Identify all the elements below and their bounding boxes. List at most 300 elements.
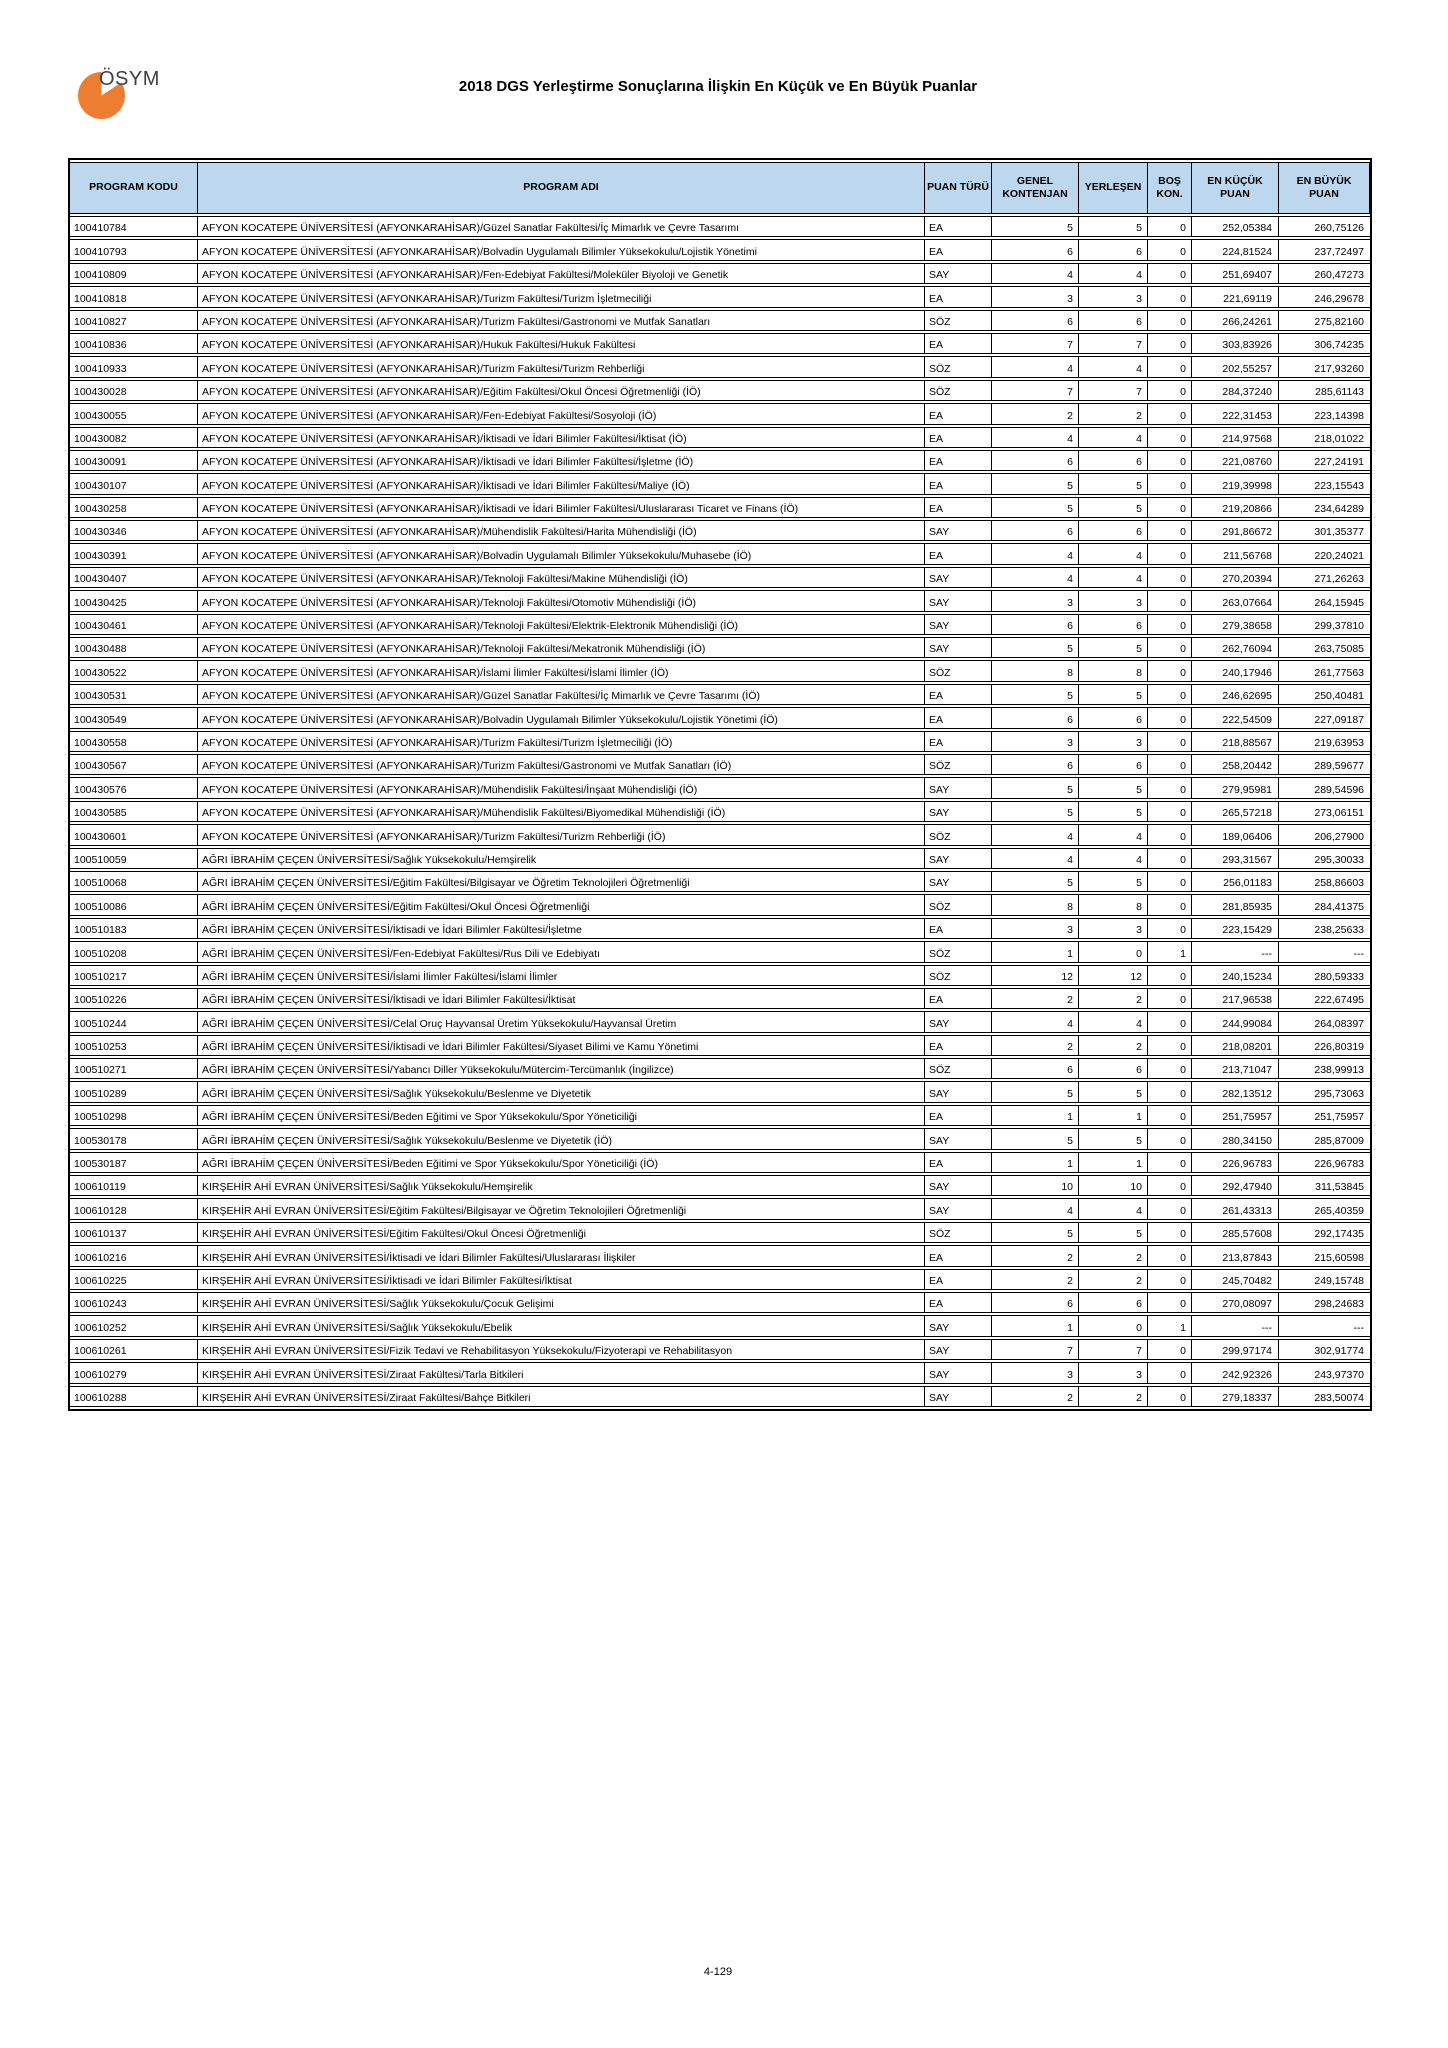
cell-general-quota: 1 <box>991 1152 1078 1173</box>
osym-logo-text: ÖSYM <box>99 68 160 90</box>
cell-min-score: 282,13512 <box>1191 1081 1278 1102</box>
cell-empty-quota: 0 <box>1147 1269 1191 1290</box>
cell-general-quota: 6 <box>991 450 1078 471</box>
cell-general-quota: 3 <box>991 731 1078 752</box>
cell-placed: 4 <box>1078 1011 1147 1032</box>
cell-general-quota: 5 <box>991 637 1078 658</box>
cell-program-name: AFYON KOCATEPE ÜNİVERSİTESİ (AFYONKARAHİSAR)/Fen-Edebiyat Fakültesi/Sosyoloji (İÖ) <box>197 403 924 424</box>
table-row <box>70 403 1370 424</box>
cell-program-name: KIRŞEHİR AHİ EVRAN ÜNİVERSİTESİ/Sağlık Yüksekokulu/Hemşirelik <box>197 1175 924 1196</box>
cell-max-score: 222,67495 <box>1278 988 1370 1009</box>
cell-max-score: 220,24021 <box>1278 543 1370 564</box>
cell-empty-quota: 0 <box>1147 1292 1191 1313</box>
table-row <box>70 684 1370 705</box>
cell-placed: 4 <box>1078 848 1147 869</box>
cell-general-quota: 1 <box>991 1105 1078 1126</box>
cell-score-type: SÖZ <box>924 1058 991 1079</box>
table-row <box>70 1035 1370 1056</box>
table-row <box>70 754 1370 775</box>
cell-general-quota: 5 <box>991 473 1078 494</box>
cell-general-quota: 6 <box>991 1058 1078 1079</box>
cell-max-score: 295,73063 <box>1278 1081 1370 1102</box>
cell-min-score: 279,18337 <box>1191 1386 1278 1407</box>
cell-general-quota: 4 <box>991 848 1078 869</box>
cell-program-code: 100430425 <box>70 590 197 611</box>
cell-empty-quota: 0 <box>1147 590 1191 611</box>
table-row <box>70 894 1370 915</box>
cell-program-code: 100430549 <box>70 707 197 728</box>
header-general-quota: GENEL KONTENJAN <box>991 162 1078 214</box>
cell-max-score: --- <box>1278 941 1370 962</box>
cell-placed: 4 <box>1078 543 1147 564</box>
cell-program-name: KIRŞEHİR AHİ EVRAN ÜNİVERSİTESİ/Fizik Tedavi ve Rehabilitasyon Yüksekokulu/Fizyoterapi ve Rehabilitasyon <box>197 1339 924 1360</box>
table-row <box>70 614 1370 635</box>
cell-score-type: EA <box>924 1035 991 1056</box>
cell-placed: 2 <box>1078 403 1147 424</box>
cell-placed: 7 <box>1078 333 1147 354</box>
cell-program-code: 100430585 <box>70 801 197 822</box>
cell-program-name: AFYON KOCATEPE ÜNİVERSİTESİ (AFYONKARAHİSAR)/Mühendislik Fakültesi/Harita Mühendisliği (İÖ) <box>197 520 924 541</box>
cell-min-score: 226,96783 <box>1191 1152 1278 1173</box>
cell-placed: 6 <box>1078 754 1147 775</box>
cell-empty-quota: 0 <box>1147 731 1191 752</box>
cell-min-score: 270,08097 <box>1191 1292 1278 1313</box>
cell-score-type: EA <box>924 1269 991 1290</box>
cell-max-score: 223,14398 <box>1278 403 1370 424</box>
table-row <box>70 637 1370 658</box>
header-max-score: EN BÜYÜK PUAN <box>1278 162 1370 214</box>
cell-placed: 5 <box>1078 497 1147 518</box>
cell-program-name: AFYON KOCATEPE ÜNİVERSİTESİ (AFYONKARAHİSAR)/Turizm Fakültesi/Turizm Rehberliği <box>197 356 924 377</box>
cell-placed: 5 <box>1078 1128 1147 1149</box>
cell-placed: 1 <box>1078 1105 1147 1126</box>
cell-general-quota: 5 <box>991 777 1078 798</box>
cell-program-name: AĞRI İBRAHİM ÇEÇEN ÜNİVERSİTESİ/Sağlık Yüksekokulu/Beslenme ve Diyetetik (İÖ) <box>197 1128 924 1149</box>
cell-empty-quota: 0 <box>1147 1152 1191 1173</box>
cell-max-score: 289,59677 <box>1278 754 1370 775</box>
table-body <box>70 216 1370 1407</box>
table-row <box>70 1362 1370 1383</box>
cell-max-score: 258,86603 <box>1278 871 1370 892</box>
cell-placed: 6 <box>1078 310 1147 331</box>
cell-empty-quota: 0 <box>1147 497 1191 518</box>
table-row <box>70 356 1370 377</box>
cell-empty-quota: 0 <box>1147 403 1191 424</box>
cell-score-type: EA <box>924 1152 991 1173</box>
cell-general-quota: 4 <box>991 1198 1078 1219</box>
cell-program-code: 100510068 <box>70 871 197 892</box>
cell-score-type: EA <box>924 216 991 237</box>
cell-empty-quota: 0 <box>1147 1198 1191 1219</box>
cell-program-name: AFYON KOCATEPE ÜNİVERSİTESİ (AFYONKARAHİSAR)/Turizm Fakültesi/Turizm İşletmeciliği <box>197 286 924 307</box>
cell-program-code: 100510226 <box>70 988 197 1009</box>
table-row <box>70 1269 1370 1290</box>
table-row <box>70 1222 1370 1243</box>
table-row <box>70 520 1370 541</box>
cell-min-score: 303,83926 <box>1191 333 1278 354</box>
cell-min-score: 202,55257 <box>1191 356 1278 377</box>
cell-general-quota: 10 <box>991 1175 1078 1196</box>
cell-min-score: --- <box>1191 1315 1278 1336</box>
cell-empty-quota: 0 <box>1147 263 1191 284</box>
cell-placed: 3 <box>1078 590 1147 611</box>
cell-max-score: 285,61143 <box>1278 380 1370 401</box>
cell-program-name: AFYON KOCATEPE ÜNİVERSİTESİ (AFYONKARAHİSAR)/Güzel Sanatlar Fakültesi/İç Mimarlık ve Çevre Tasarımı (İÖ) <box>197 684 924 705</box>
cell-program-code: 100430082 <box>70 427 197 448</box>
cell-score-type: SÖZ <box>924 754 991 775</box>
cell-placed: 5 <box>1078 1222 1147 1243</box>
cell-program-name: AĞRI İBRAHİM ÇEÇEN ÜNİVERSİTESİ/Fen-Edebiyat Fakültesi/Rus Dili ve Edebiyatı <box>197 941 924 962</box>
table-row <box>70 918 1370 939</box>
cell-program-name: AFYON KOCATEPE ÜNİVERSİTESİ (AFYONKARAHİSAR)/Turizm Fakültesi/Turizm İşletmeciliği (İÖ) <box>197 731 924 752</box>
cell-max-score: 238,99913 <box>1278 1058 1370 1079</box>
cell-placed: 8 <box>1078 660 1147 681</box>
cell-general-quota: 2 <box>991 1386 1078 1407</box>
cell-min-score: 256,01183 <box>1191 871 1278 892</box>
cell-min-score: 292,47940 <box>1191 1175 1278 1196</box>
cell-placed: 2 <box>1078 1386 1147 1407</box>
cell-empty-quota: 0 <box>1147 567 1191 588</box>
cell-min-score: 218,08201 <box>1191 1035 1278 1056</box>
cell-min-score: 252,05384 <box>1191 216 1278 237</box>
cell-score-type: EA <box>924 543 991 564</box>
cell-program-name: AĞRI İBRAHİM ÇEÇEN ÜNİVERSİTESİ/Eğitim Fakültesi/Okul Öncesi Öğretmenliği <box>197 894 924 915</box>
cell-score-type: SAY <box>924 590 991 611</box>
cell-score-type: SAY <box>924 1198 991 1219</box>
table-row <box>70 497 1370 518</box>
cell-max-score: 302,91774 <box>1278 1339 1370 1360</box>
cell-program-name: KIRŞEHİR AHİ EVRAN ÜNİVERSİTESİ/Sağlık Yüksekokulu/Ebelik <box>197 1315 924 1336</box>
cell-empty-quota: 0 <box>1147 543 1191 564</box>
cell-program-code: 100510253 <box>70 1035 197 1056</box>
cell-empty-quota: 1 <box>1147 1315 1191 1336</box>
cell-max-score: 271,26263 <box>1278 567 1370 588</box>
cell-program-name: AFYON KOCATEPE ÜNİVERSİTESİ (AFYONKARAHİSAR)/Eğitim Fakültesi/Okul Öncesi Öğretmenliği (İÖ) <box>197 380 924 401</box>
table-row <box>70 543 1370 564</box>
cell-empty-quota: 0 <box>1147 660 1191 681</box>
cell-min-score: 293,31567 <box>1191 848 1278 869</box>
cell-program-code: 100510059 <box>70 848 197 869</box>
cell-score-type: SAY <box>924 1315 991 1336</box>
cell-general-quota: 2 <box>991 1035 1078 1056</box>
cell-score-type: SAY <box>924 848 991 869</box>
cell-general-quota: 4 <box>991 356 1078 377</box>
cell-max-score: 280,59333 <box>1278 965 1370 986</box>
page-title: 2018 DGS Yerleştirme Sonuçlarına İlişkin En Küçük ve En Büyük Puanlar <box>458 78 978 95</box>
cell-program-code: 100430407 <box>70 567 197 588</box>
cell-program-code: 100610243 <box>70 1292 197 1313</box>
cell-general-quota: 4 <box>991 1011 1078 1032</box>
cell-placed: 6 <box>1078 1292 1147 1313</box>
cell-general-quota: 7 <box>991 380 1078 401</box>
table-row <box>70 777 1370 798</box>
cell-empty-quota: 0 <box>1147 310 1191 331</box>
cell-general-quota: 6 <box>991 754 1078 775</box>
cell-max-score: 299,37810 <box>1278 614 1370 635</box>
cell-min-score: 263,07664 <box>1191 590 1278 611</box>
cell-max-score: 260,47273 <box>1278 263 1370 284</box>
cell-empty-quota: 0 <box>1147 427 1191 448</box>
cell-max-score: 264,15945 <box>1278 590 1370 611</box>
cell-general-quota: 1 <box>991 1315 1078 1336</box>
cell-max-score: 295,30033 <box>1278 848 1370 869</box>
cell-general-quota: 3 <box>991 918 1078 939</box>
cell-score-type: SAY <box>924 567 991 588</box>
cell-min-score: 222,54509 <box>1191 707 1278 728</box>
cell-placed: 4 <box>1078 567 1147 588</box>
cell-max-score: 215,60598 <box>1278 1245 1370 1266</box>
cell-max-score: 289,54596 <box>1278 777 1370 798</box>
cell-program-code: 100610119 <box>70 1175 197 1196</box>
cell-empty-quota: 0 <box>1147 684 1191 705</box>
cell-program-name: AFYON KOCATEPE ÜNİVERSİTESİ (AFYONKARAHİSAR)/Mühendislik Fakültesi/İnşaat Mühendisliği (İÖ) <box>197 777 924 798</box>
cell-max-score: 298,24683 <box>1278 1292 1370 1313</box>
cell-placed: 6 <box>1078 450 1147 471</box>
cell-score-type: EA <box>924 450 991 471</box>
cell-program-code: 100410793 <box>70 239 197 260</box>
header-min-score: EN KÜÇÜK PUAN <box>1191 162 1278 214</box>
cell-general-quota: 5 <box>991 1222 1078 1243</box>
cell-program-code: 100610225 <box>70 1269 197 1290</box>
cell-program-code: 100610261 <box>70 1339 197 1360</box>
cell-general-quota: 7 <box>991 333 1078 354</box>
cell-general-quota: 4 <box>991 427 1078 448</box>
cell-general-quota: 5 <box>991 1128 1078 1149</box>
cell-program-code: 100530178 <box>70 1128 197 1149</box>
cell-program-name: AFYON KOCATEPE ÜNİVERSİTESİ (AFYONKARAHİSAR)/Mühendislik Fakültesi/Biyomedikal Mühendisliği (İÖ) <box>197 801 924 822</box>
table-row <box>70 473 1370 494</box>
cell-score-type: SAY <box>924 1175 991 1196</box>
cell-program-code: 100510298 <box>70 1105 197 1126</box>
cell-empty-quota: 0 <box>1147 1362 1191 1383</box>
cell-placed: 8 <box>1078 894 1147 915</box>
cell-score-type: EA <box>924 239 991 260</box>
cell-program-name: AFYON KOCATEPE ÜNİVERSİTESİ (AFYONKARAHİSAR)/Teknoloji Fakültesi/Otomotiv Mühendisliği (İÖ) <box>197 590 924 611</box>
cell-min-score: 266,24261 <box>1191 310 1278 331</box>
cell-program-code: 100430055 <box>70 403 197 424</box>
cell-program-name: AFYON KOCATEPE ÜNİVERSİTESİ (AFYONKARAHİSAR)/Bolvadin Uygulamalı Bilimler Yüksekokulu/Lojistik Yönetimi (İÖ) <box>197 707 924 728</box>
cell-program-code: 100430576 <box>70 777 197 798</box>
cell-empty-quota: 0 <box>1147 286 1191 307</box>
table-row <box>70 310 1370 331</box>
cell-program-name: KIRŞEHİR AHİ EVRAN ÜNİVERSİTESİ/Ziraat Fakültesi/Bahçe Bitkileri <box>197 1386 924 1407</box>
cell-max-score: 246,29678 <box>1278 286 1370 307</box>
cell-score-type: SAY <box>924 614 991 635</box>
cell-placed: 5 <box>1078 777 1147 798</box>
cell-program-name: AFYON KOCATEPE ÜNİVERSİTESİ (AFYONKARAHİSAR)/Turizm Fakültesi/Turizm Rehberliği (İÖ) <box>197 824 924 845</box>
cell-min-score: 221,08760 <box>1191 450 1278 471</box>
cell-min-score: 218,88567 <box>1191 731 1278 752</box>
cell-min-score: 242,92326 <box>1191 1362 1278 1383</box>
cell-placed: 3 <box>1078 731 1147 752</box>
cell-program-name: KIRŞEHİR AHİ EVRAN ÜNİVERSİTESİ/Eğitim Fakültesi/Bilgisayar ve Öğretim Teknolojileri Öğretmenliği <box>197 1198 924 1219</box>
cell-score-type: SÖZ <box>924 660 991 681</box>
cell-program-code: 100410933 <box>70 356 197 377</box>
cell-min-score: 284,37240 <box>1191 380 1278 401</box>
table-row <box>70 286 1370 307</box>
table-row <box>70 1011 1370 1032</box>
table-row <box>70 1386 1370 1407</box>
cell-program-code: 100610279 <box>70 1362 197 1383</box>
cell-program-code: 100430601 <box>70 824 197 845</box>
cell-placed: 3 <box>1078 1362 1147 1383</box>
cell-max-score: 250,40481 <box>1278 684 1370 705</box>
cell-score-type: EA <box>924 427 991 448</box>
table-row <box>70 660 1370 681</box>
cell-placed: 10 <box>1078 1175 1147 1196</box>
table-row <box>70 1315 1370 1336</box>
cell-general-quota: 6 <box>991 707 1078 728</box>
cell-min-score: 279,95981 <box>1191 777 1278 798</box>
cell-empty-quota: 0 <box>1147 1245 1191 1266</box>
cell-score-type: SÖZ <box>924 310 991 331</box>
cell-score-type: EA <box>924 1292 991 1313</box>
cell-score-type: SAY <box>924 777 991 798</box>
cell-placed: 6 <box>1078 707 1147 728</box>
cell-program-code: 100430391 <box>70 543 197 564</box>
cell-empty-quota: 0 <box>1147 473 1191 494</box>
cell-general-quota: 6 <box>991 1292 1078 1313</box>
cell-program-name: AFYON KOCATEPE ÜNİVERSİTESİ (AFYONKARAHİSAR)/Turizm Fakültesi/Gastronomi ve Mutfak Sanatları (İÖ) <box>197 754 924 775</box>
cell-program-code: 100530187 <box>70 1152 197 1173</box>
cell-min-score: 189,06406 <box>1191 824 1278 845</box>
cell-empty-quota: 0 <box>1147 356 1191 377</box>
cell-general-quota: 6 <box>991 614 1078 635</box>
table-row <box>70 731 1370 752</box>
cell-max-score: 285,87009 <box>1278 1128 1370 1149</box>
cell-score-type: SÖZ <box>924 356 991 377</box>
cell-program-code: 100510289 <box>70 1081 197 1102</box>
cell-general-quota: 2 <box>991 988 1078 1009</box>
cell-general-quota: 5 <box>991 684 1078 705</box>
cell-placed: 2 <box>1078 1035 1147 1056</box>
cell-program-name: AFYON KOCATEPE ÜNİVERSİTESİ (AFYONKARAHİSAR)/Güzel Sanatlar Fakültesi/İç Mimarlık ve Çevre Tasarımı <box>197 216 924 237</box>
cell-general-quota: 8 <box>991 894 1078 915</box>
cell-program-name: AĞRI İBRAHİM ÇEÇEN ÜNİVERSİTESİ/Sağlık Yüksekokulu/Beslenme ve Diyetetik <box>197 1081 924 1102</box>
cell-max-score: 265,40359 <box>1278 1198 1370 1219</box>
cell-placed: 4 <box>1078 263 1147 284</box>
cell-general-quota: 3 <box>991 286 1078 307</box>
cell-program-code: 100430107 <box>70 473 197 494</box>
cell-empty-quota: 0 <box>1147 918 1191 939</box>
cell-program-name: AFYON KOCATEPE ÜNİVERSİTESİ (AFYONKARAHİSAR)/Fen-Edebiyat Fakültesi/Moleküler Biyoloji ve Genetik <box>197 263 924 284</box>
cell-max-score: 238,25633 <box>1278 918 1370 939</box>
cell-general-quota: 4 <box>991 543 1078 564</box>
cell-general-quota: 5 <box>991 801 1078 822</box>
table-row <box>70 380 1370 401</box>
cell-score-type: SÖZ <box>924 894 991 915</box>
cell-min-score: 258,20442 <box>1191 754 1278 775</box>
cell-min-score: 299,97174 <box>1191 1339 1278 1360</box>
cell-empty-quota: 0 <box>1147 824 1191 845</box>
cell-score-type: SAY <box>924 1128 991 1149</box>
cell-score-type: EA <box>924 333 991 354</box>
cell-min-score: 291,86672 <box>1191 520 1278 541</box>
cell-min-score: 246,62695 <box>1191 684 1278 705</box>
cell-empty-quota: 0 <box>1147 216 1191 237</box>
cell-max-score: 292,17435 <box>1278 1222 1370 1243</box>
cell-score-type: SAY <box>924 1081 991 1102</box>
cell-program-code: 100430567 <box>70 754 197 775</box>
cell-placed: 0 <box>1078 941 1147 962</box>
cell-empty-quota: 0 <box>1147 1175 1191 1196</box>
cell-placed: 3 <box>1078 918 1147 939</box>
header-score-type: PUAN TÜRÜ <box>924 162 991 214</box>
cell-empty-quota: 0 <box>1147 380 1191 401</box>
cell-program-code: 100430258 <box>70 497 197 518</box>
cell-program-name: KIRŞEHİR AHİ EVRAN ÜNİVERSİTESİ/İktisadi ve İdari Bilimler Fakültesi/İktisat <box>197 1269 924 1290</box>
cell-min-score: 251,75957 <box>1191 1105 1278 1126</box>
cell-general-quota: 6 <box>991 310 1078 331</box>
cell-score-type: EA <box>924 286 991 307</box>
table-row <box>70 427 1370 448</box>
table-row <box>70 450 1370 471</box>
cell-min-score: 214,97568 <box>1191 427 1278 448</box>
cell-placed: 7 <box>1078 380 1147 401</box>
table-row <box>70 965 1370 986</box>
cell-max-score: 275,82160 <box>1278 310 1370 331</box>
cell-program-code: 100430346 <box>70 520 197 541</box>
cell-general-quota: 2 <box>991 1269 1078 1290</box>
cell-program-name: KIRŞEHİR AHİ EVRAN ÜNİVERSİTESİ/Eğitim Fakültesi/Okul Öncesi Öğretmenliği <box>197 1222 924 1243</box>
cell-program-name: AFYON KOCATEPE ÜNİVERSİTESİ (AFYONKARAHİSAR)/Hukuk Fakültesi/Hukuk Fakültesi <box>197 333 924 354</box>
cell-max-score: 227,09187 <box>1278 707 1370 728</box>
cell-min-score: 244,99084 <box>1191 1011 1278 1032</box>
cell-placed: 7 <box>1078 1339 1147 1360</box>
cell-score-type: SÖZ <box>924 1222 991 1243</box>
cell-general-quota: 3 <box>991 590 1078 611</box>
cell-max-score: 311,53845 <box>1278 1175 1370 1196</box>
cell-empty-quota: 0 <box>1147 239 1191 260</box>
cell-max-score: 264,08397 <box>1278 1011 1370 1032</box>
header-empty-quota: BOŞ KON. <box>1147 162 1191 214</box>
cell-program-code: 100510244 <box>70 1011 197 1032</box>
cell-program-name: AFYON KOCATEPE ÜNİVERSİTESİ (AFYONKARAHİSAR)/Turizm Fakültesi/Gastronomi ve Mutfak Sanatları <box>197 310 924 331</box>
cell-empty-quota: 0 <box>1147 333 1191 354</box>
cell-program-code: 100430531 <box>70 684 197 705</box>
cell-score-type: SAY <box>924 801 991 822</box>
cell-general-quota: 4 <box>991 567 1078 588</box>
cell-min-score: 223,15429 <box>1191 918 1278 939</box>
cell-empty-quota: 0 <box>1147 614 1191 635</box>
cell-min-score: 221,69119 <box>1191 286 1278 307</box>
table-row <box>70 1175 1370 1196</box>
cell-empty-quota: 0 <box>1147 1011 1191 1032</box>
cell-score-type: EA <box>924 918 991 939</box>
cell-max-score: 226,96783 <box>1278 1152 1370 1173</box>
cell-min-score: 222,31453 <box>1191 403 1278 424</box>
cell-program-name: AĞRI İBRAHİM ÇEÇEN ÜNİVERSİTESİ/Eğitim Fakültesi/Bilgisayar ve Öğretim Teknolojileri Öğretmenliği <box>197 871 924 892</box>
cell-min-score: 240,15234 <box>1191 965 1278 986</box>
table-row <box>70 707 1370 728</box>
cell-placed: 6 <box>1078 614 1147 635</box>
results-table <box>70 160 1370 1409</box>
cell-max-score: --- <box>1278 1315 1370 1336</box>
table-row <box>70 988 1370 1009</box>
cell-program-name: AFYON KOCATEPE ÜNİVERSİTESİ (AFYONKARAHİSAR)/Bolvadin Uygulamalı Bilimler Yüksekokulu/Muhasebe (İÖ) <box>197 543 924 564</box>
table-row <box>70 824 1370 845</box>
cell-score-type: EA <box>924 988 991 1009</box>
cell-max-score: 206,27900 <box>1278 824 1370 845</box>
table-row <box>70 1105 1370 1126</box>
cell-program-code: 100510217 <box>70 965 197 986</box>
table-row <box>70 1292 1370 1313</box>
cell-program-code: 100610216 <box>70 1245 197 1266</box>
cell-placed: 5 <box>1078 871 1147 892</box>
cell-program-name: AĞRI İBRAHİM ÇEÇEN ÜNİVERSİTESİ/İktisadi ve İdari Bilimler Fakültesi/İşletme <box>197 918 924 939</box>
table-row <box>70 941 1370 962</box>
cell-min-score: 261,43313 <box>1191 1198 1278 1219</box>
